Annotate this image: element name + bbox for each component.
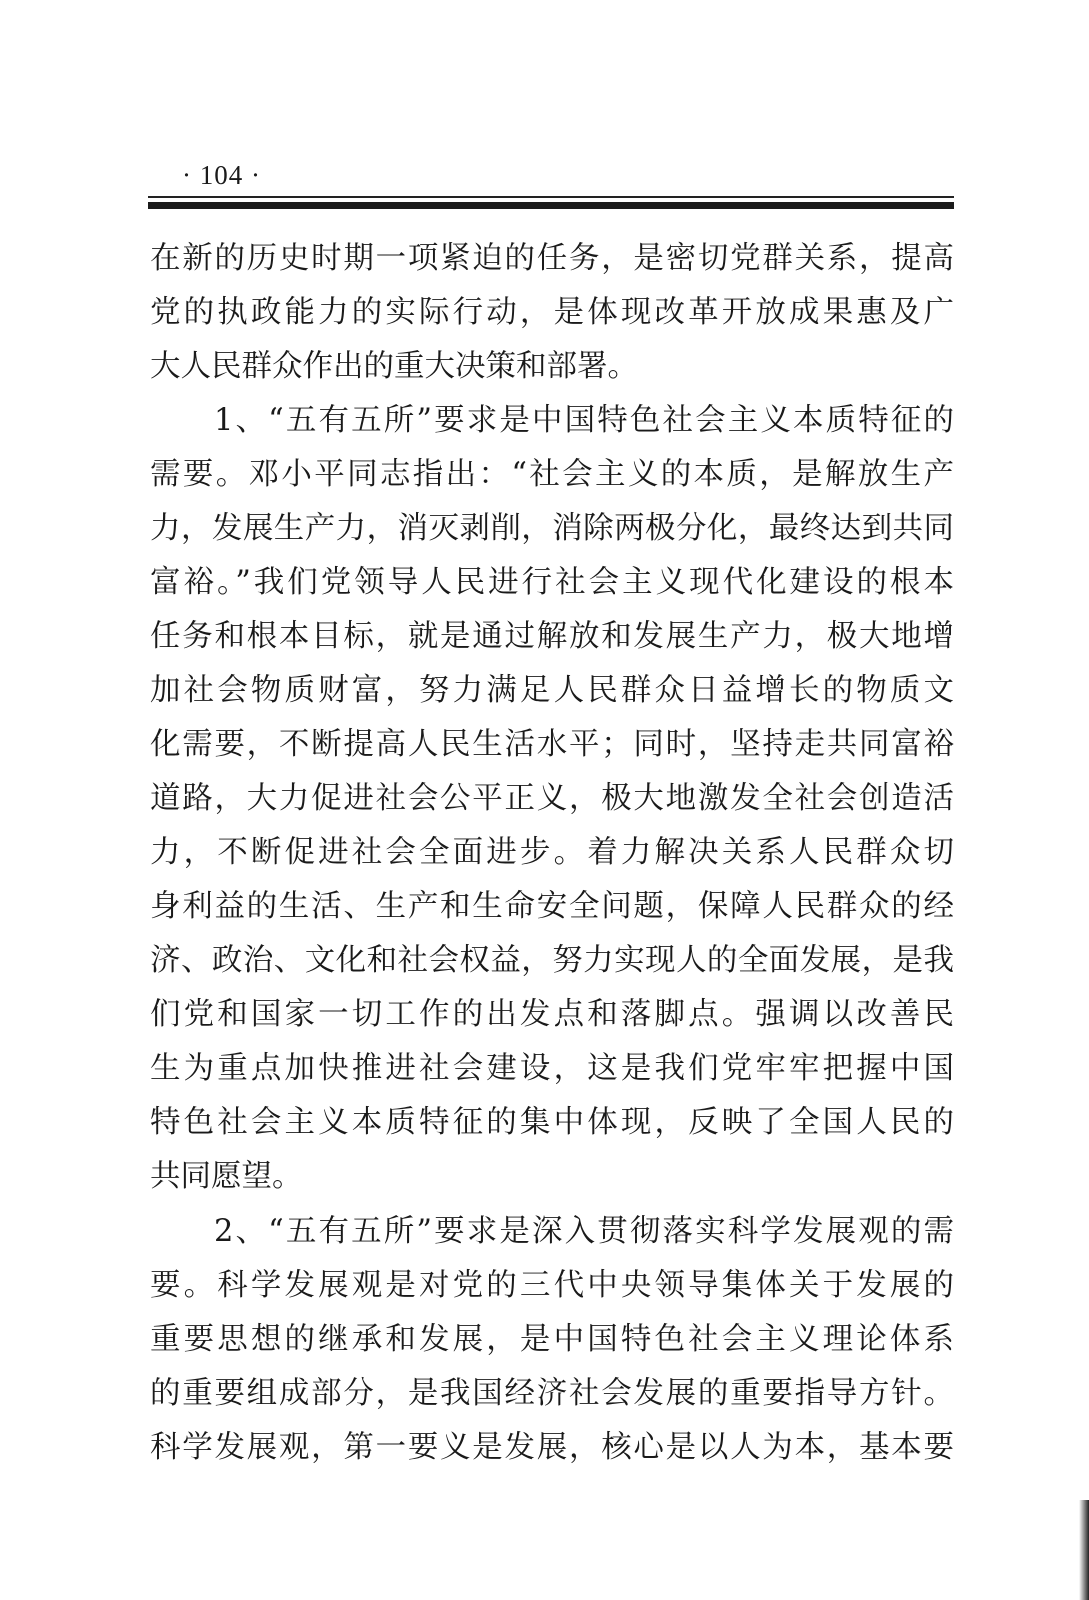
text-line: 大人民群众作出的重大决策和部署。 (150, 349, 638, 384)
text-line: 力，发展生产力，消灭剥削，消除两极分化，最终达到共同 (150, 511, 954, 546)
text-line: 重要思想的继承和发展，是中国特色社会主义理论体系 (150, 1322, 954, 1357)
text-line: 任务和根本目标，就是通过解放和发展生产力，极大地增 (150, 619, 954, 654)
text-line: 共同愿望。 (150, 1159, 303, 1194)
text-line: 化需要，不断提高人民生活水平；同时，坚持走共同富裕 (150, 727, 954, 762)
header-rule-thin (148, 196, 954, 198)
text-line: 加社会物质财富，努力满足人民群众日益增长的物质文 (150, 673, 954, 708)
text-line: 要。科学发展观是对党的三代中央领导集体关于发展的 (150, 1268, 954, 1303)
text-line: 济、政治、文化和社会权益，努力实现人的全面发展，是我 (150, 943, 954, 978)
text-line: 特色社会主义本质特征的集中体现，反映了全国人民的 (150, 1105, 954, 1140)
text-line: 科学发展观，第一要义是发展，核心是以人为本，基本要 (150, 1430, 954, 1465)
paragraph-1-heading-line: 1、“五有五所”要求是中国特色社会主义本质特征的 (214, 403, 954, 438)
scan-edge-shadow (1079, 1500, 1089, 1600)
text-line: 在新的历史时期一项紧迫的任务，是密切党群关系，提高 (150, 241, 954, 276)
text-line: 们党和国家一切工作的出发点和落脚点。强调以改善民 (150, 997, 954, 1032)
text-line: 的重要组成部分，是我国经济社会发展的重要指导方针。 (150, 1376, 954, 1411)
text-line: 生为重点加快推进社会建设，这是我们党牢牢把握中国 (150, 1051, 954, 1086)
paragraph-2-heading-line: 2、“五有五所”要求是深入贯彻落实科学发展观的需 (214, 1214, 954, 1249)
text-line: 党的执政能力的实际行动，是体现改革开放成果惠及广 (150, 295, 954, 330)
page-header (148, 160, 954, 209)
text-line: 富裕。”我们党领导人民进行社会主义现代化建设的根本 (150, 565, 954, 600)
header-rule-thick (148, 202, 954, 209)
text-line: 力，不断促进社会全面进步。着力解决关系人民群众切 (150, 835, 954, 870)
body-text (150, 232, 954, 1475)
page-number: · 104 · (182, 160, 261, 190)
text-line: 身利益的生活、生产和生命安全问题，保障人民群众的经 (150, 889, 954, 924)
text-line: 道路，大力促进社会公平正义，极大地激发全社会创造活 (150, 781, 954, 816)
text-line: 需要。邓小平同志指出：“社会主义的本质，是解放生产 (150, 457, 954, 492)
